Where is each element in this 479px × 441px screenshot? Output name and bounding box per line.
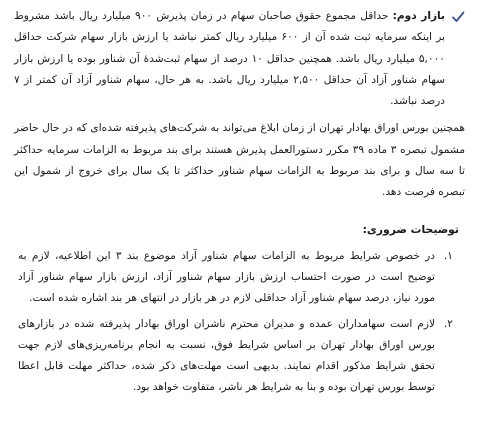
note-item [14,314,465,399]
notes-heading: توضیحات ضروری: [362,222,459,236]
main-market-text: حداقل مجموع حقوق صاحبان سهام در زمان پذیرش ۹۰۰ میلیارد ریال باشد مشروط بر اینکه سرمایه ثبت شده آن از ۶۰۰ میلیارد ریال کمتر نباشد یا ارزش بازار سهام شرکت حداقل ۵,۰۰۰ میلیارد ریال باشد. همچنین حداقل ۱۰ درصد از سهام ثبت‌شدهٔ آن شناور بوده یا ارزش بازار سهام شناور آزاد آن حداقل ۲,۵۰۰ میلیارد ریال باشد. به هر حال، سهام شناور آزاد آن کمتر از ۷ درصد نباشد. [14,10,445,108]
note-number: ۲. [443,317,453,330]
note-number: ۱. [443,249,453,262]
extension-paragraph: همچنین بورس اوراق بهادار تهران از زمان ابلاغ می‌تواند به شرکت‌های پذیرفته شده‌ای که در حال حاضر مشمول تبصره ۳ ماده ۳۹ مکرر دستورالعمل پذیرش هستند برای بند مربوط به الزامات سرمایه حداکثر تا سه سال و برای بند مربوط به الزامات سهام شناور حداکثر تا یک سال برای خروج از شمول این تبصره فرصت دهد. [14,122,465,199]
main-market-paragraph [14,6,465,112]
note-text: در خصوص شرایط مربوط به الزامات سهام شناور آزاد موضوع بند ۳ این اطلاعیه، لازم به توضیح است در صورت احتساب ارزش بازار سهام شناور آزاد، ارزش بازار سهام شناور آزاد مورد نیاز، درصد سهام شناور آزاد حداقلی لازم در هر بازار در انتهای هر بند اشاره شده است. [18,249,436,305]
note-item [14,246,465,310]
check-mark-icon [451,10,465,24]
note-text: لازم است سهامداران عمده و مدیران محترم ناشران اوراق بهادار پذیرفته شده در بازارهای بورس اوراق بهادار تهران بر اساس شرایط فوق، نسبت به انجام برنامه‌ریزی‌های لازم جهت تحقق شرایط مذکور اقدام نمایند. بدیهی است مهلت‌های ذکر شده، حداکثر مهلت قابل اعطا توسط بورس تهران بوده و بنا به شرایط هر ناشر، متفاوت خواهد بود. [18,317,435,394]
main-market-title: بازار دوم: [392,10,446,22]
